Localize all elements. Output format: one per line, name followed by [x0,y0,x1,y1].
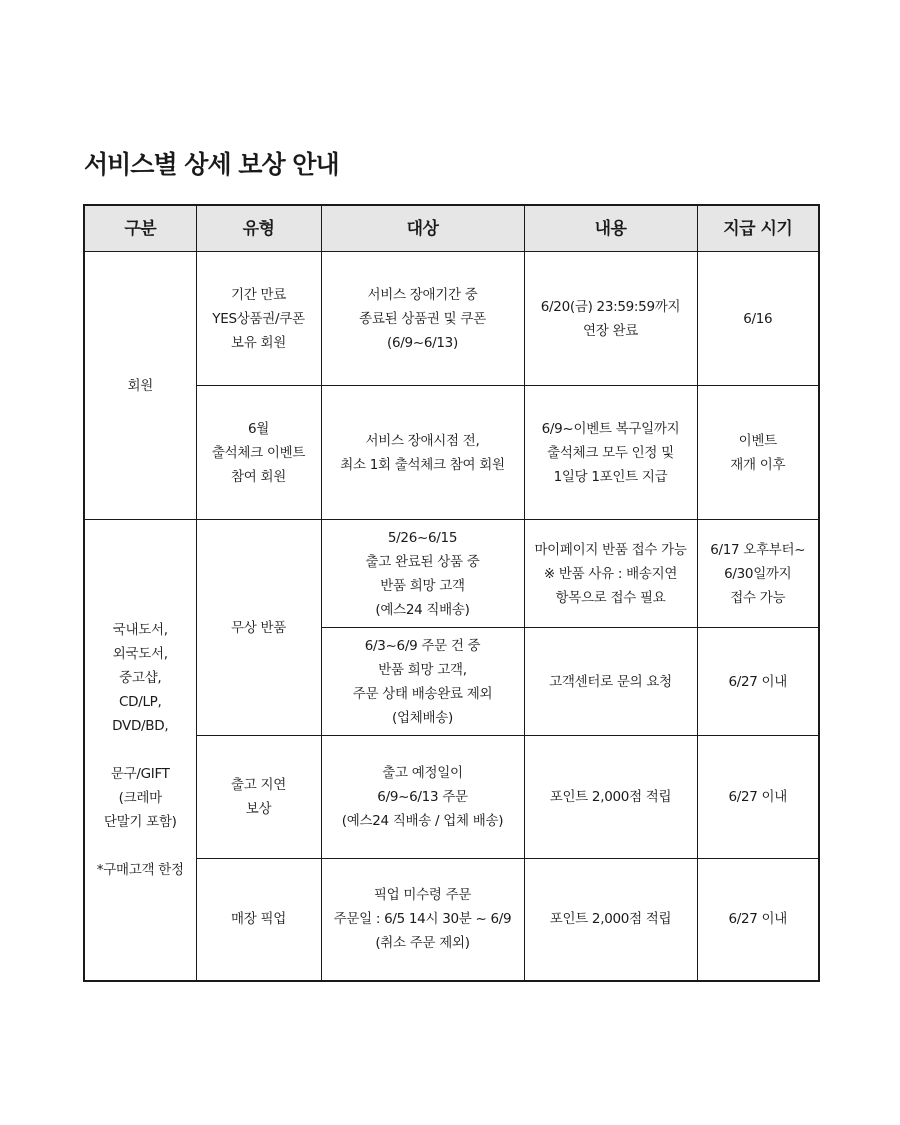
timing-cell [697,252,819,386]
cell-line: 고객센터로 문의 요청 [549,673,672,690]
cell-line: 문구/GIFT [110,765,170,782]
category-cell-goods [84,520,196,981]
cell-line: 6/9~6/13 주문 [377,789,468,805]
timing-cell [697,628,819,736]
cell-line: 중고샵, [119,669,162,686]
cell-line: 항목으로 접수 필요 [555,589,666,606]
cell-line: 포인트 2,000점 적립 [549,911,672,928]
type-cell-return [196,520,321,736]
type-cell [196,252,321,386]
content-cell [524,252,697,386]
cell-line: 픽업 미수령 주문 [373,887,472,904]
cell-line: 1일당 1포인트 지급 [553,468,668,485]
cell-line: 반품 희망 고객, [378,661,467,678]
cell-line: 기간 만료 [231,286,286,303]
cell-line: 무상 반품 [231,619,286,636]
table-row [84,252,819,386]
timing-cell [697,736,819,859]
cell-line: 6/3~6/9 주문 건 중 [364,637,481,654]
cell-line: (취소 주문 제외) [375,935,470,952]
cell-line: 6/30일까지 [724,565,792,582]
cell-line: CD/LP, [118,693,162,710]
header-content: 내용 [524,205,697,252]
category-cell-member [84,252,196,520]
cell-line: 주문일 : 6/5 14시 30분 ~ 6/9 [333,911,512,928]
cell-line: 6월 [247,420,270,437]
timing-cell [697,859,819,981]
cell-line: 6/27 이내 [728,673,788,690]
cell-line: 6/27 이내 [728,789,788,805]
page-title: 서비스별 상세 보상 안내 [84,150,339,179]
type-cell [196,736,321,859]
content-cell [524,628,697,736]
cell-line: 연장 완료 [583,322,638,339]
cell-line: 보유 회원 [231,334,286,351]
spacer [89,738,192,762]
cell-line: 출고 완료된 상품 중 [365,553,480,570]
cell-line: 종료된 상품권 및 쿠폰 [359,310,486,327]
spacer [89,834,192,858]
cell-line: 이벤트 [738,432,777,449]
header-target: 대상 [321,205,524,252]
cell-line: DVD/BD, [112,717,169,734]
cell-line: 최소 1회 출석체크 참여 회원 [340,456,505,473]
cell-line: 매장 픽업 [231,911,286,928]
content-cell [524,520,697,628]
cell-line: (예스24 직배송) [375,601,470,618]
cell-line: 6/9~이벤트 복구일까지 [541,420,680,437]
content-cell [524,859,697,981]
cell-line: 주문 상태 배송완료 제외 [352,685,493,702]
cell-line: 마이페이지 반품 접수 가능 [534,541,687,558]
content-cell [524,736,697,859]
compensation-table [83,204,820,982]
cell-line: 6/16 [743,310,773,327]
cell-line: 5/26~6/15 [387,529,458,546]
cell-line: (크레마 [118,789,162,806]
cell-line: 반품 희망 고객 [380,577,465,594]
content-cell [524,386,697,520]
timing-cell [697,386,819,520]
header-type: 유형 [196,205,321,252]
cell-line: 재개 이후 [730,456,786,473]
cell-line: (6/9~6/13) [387,334,458,351]
table-row [84,520,819,628]
cell-line: 6/17 오후부터~ [710,541,806,558]
target-cell [321,736,524,859]
target-cell [321,859,524,981]
cell-line: ※ 반품 사유 : 배송지연 [543,565,678,582]
category-note: *구매고객 한정 [96,861,184,878]
timing-cell [697,520,819,628]
cell-line: 외국도서, [112,645,168,662]
cell-line: 단말기 포함) [103,813,177,830]
cell-line: 출석체크 모두 인정 및 [547,444,674,461]
target-cell [321,628,524,736]
target-cell [321,252,524,386]
type-cell [196,386,321,520]
cell-line: (업체배송) [392,709,453,726]
header-category: 구분 [84,205,196,252]
cell-line: 6/20(금) 23:59:59까지 [540,298,681,315]
cell-line: 서비스 장애시점 전, [365,432,480,449]
cell-line: 보상 [245,801,272,817]
cell-line: 회원 [127,377,153,394]
type-cell [196,859,321,981]
target-cell [321,520,524,628]
cell-line: 참여 회원 [231,468,286,485]
cell-line: 포인트 2,000점 적립 [549,789,672,805]
cell-line: 출고 예정일이 [382,765,463,781]
cell-line: 접수 가능 [730,589,786,606]
cell-line: 국내도서, [112,621,168,638]
cell-line: 서비스 장애기간 중 [367,286,478,303]
cell-line: 출석체크 이벤트 [211,444,306,461]
cell-line: 6/27 이내 [728,911,788,928]
target-cell [321,386,524,520]
cell-line: (예스24 직배송 / 업체 배송) [341,813,504,829]
cell-line: YES상품권/쿠폰 [212,310,305,327]
cell-line: 출고 지연 [231,777,286,793]
table-header-row [84,205,819,252]
header-timing: 지급 시기 [697,205,819,252]
